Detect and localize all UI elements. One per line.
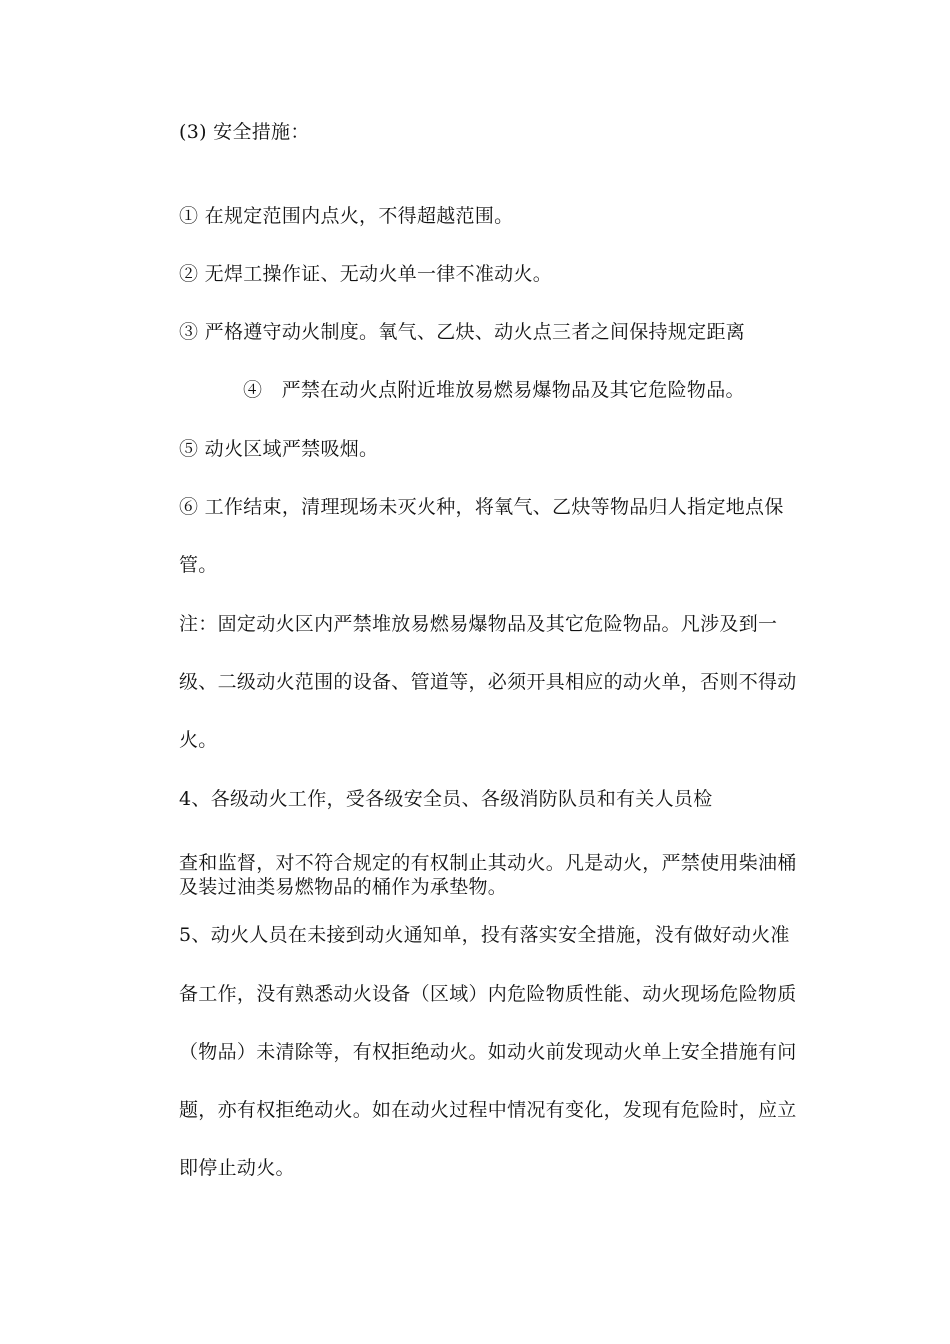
note-line-1: 注：固定动火区内严禁堆放易燃易爆物品及其它危险物品。凡涉及到一 — [179, 613, 778, 635]
measure-5: ⑤ 动火区域严禁吸烟。 — [179, 438, 379, 460]
item-5-line-3: （物品）未清除等，有权拒绝动火。如动火前发现动火单上安全措施有问 — [179, 1041, 797, 1063]
measure-6-line-2: 管。 — [179, 554, 218, 576]
measure-4: ④ 严禁在动火点附近堆放易燃易爆物品及其它危险物品。 — [243, 379, 745, 401]
measure-3: ③ 严格遵守动火制度。氧气、乙炔、动火点三者之间保持规定距离 — [179, 321, 746, 343]
note-line-3: 火。 — [179, 729, 218, 751]
measure-2: ② 无焊工操作证、无动火单一律不准动火。 — [179, 263, 553, 285]
item-4-line-3: 及装过油类易燃物品的桶作为承垫物。 — [179, 876, 508, 898]
item-5-line-2: 备工作，没有熟悉动火设备（区域）内危险物质性能、动火现场危险物质 — [179, 983, 797, 1005]
item-5-line-5: 即停止动火。 — [179, 1157, 295, 1179]
section-heading: (3) 安全措施： — [179, 121, 310, 143]
measure-6-line-1: ⑥ 工作结束，清理现场未灭火种，将氧气、乙炔等物品归人指定地点保 — [179, 496, 784, 518]
measure-1: ① 在规定范围内点火，不得超越范围。 — [179, 205, 514, 227]
note-line-2: 级、二级动火范围的设备、管道等，必须开具相应的动火单，否则不得动 — [179, 671, 797, 693]
item-4-line-1: 4、各级动火工作，受各级安全员、各级消防队员和有关人员检 — [179, 788, 713, 810]
item-5-line-1: 5、动火人员在未接到动火通知单，投有落实安全措施，没有做好动火准 — [179, 924, 790, 946]
item-4-line-2: 查和监督，对不符合规定的有权制止其动火。凡是动火，严禁使用柴油桶 — [179, 852, 797, 874]
item-5-line-4: 题，亦有权拒绝动火。如在动火过程中情况有变化，发现有危险时，应立 — [179, 1099, 797, 1121]
